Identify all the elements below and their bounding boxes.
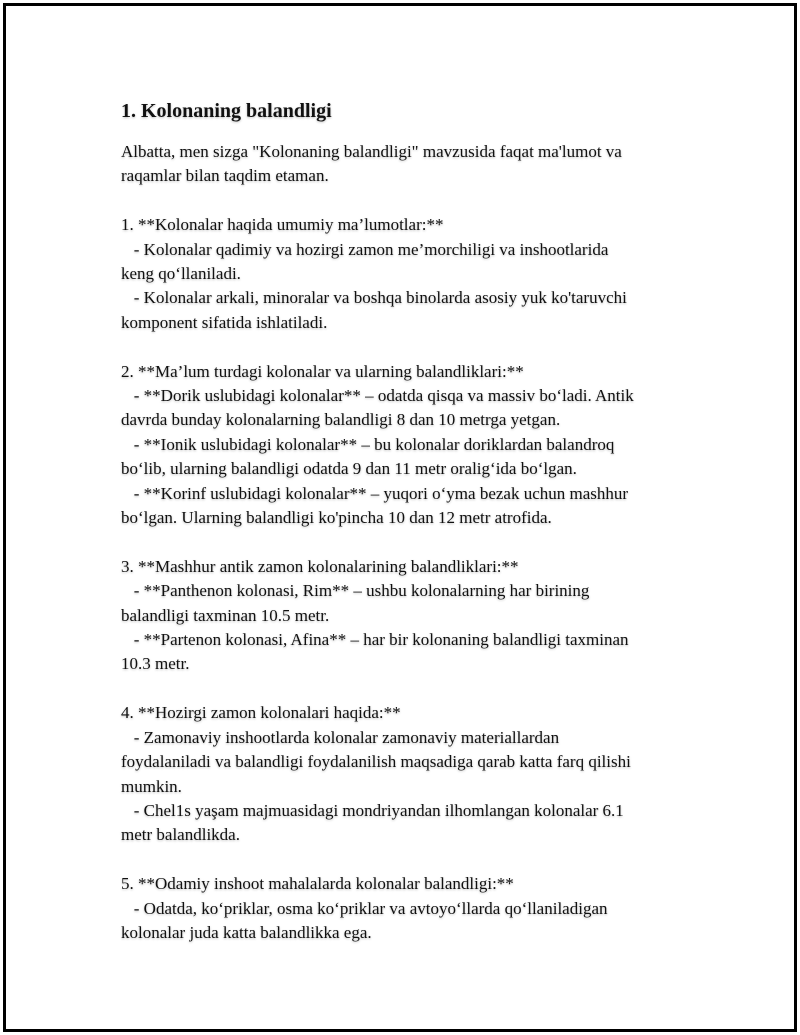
section-heading-line: 1. **Kolonalar haqida umumiy ma’lumotlar:** xyxy=(121,215,444,235)
text-line: - **Ionik uslubidagi kolonalar** – bu kolonalar doriklardan balandroq xyxy=(121,434,615,454)
section-3-famous-columns xyxy=(121,555,691,677)
text-line: Albatta, men sizga "Kolonaning balandligi" mavzusida faqat ma'lumot va xyxy=(121,142,622,161)
text-line: - Kolonalar qadimiy va hozirgi zamon me’morchiligi va inshootlarida xyxy=(121,239,609,259)
section-1-general-info xyxy=(121,213,691,335)
text-line: davrda bunday kolonalarning balandligi 8 dan 10 metrga yetgan. xyxy=(121,410,561,430)
section-heading-line: 2. **Ma’lum turdagi kolonalar va ularning balandliklari:** xyxy=(121,361,524,381)
text-line: - **Korinf uslubidagi kolonalar** – yuqori o‘yma bezak uchun mashhur xyxy=(121,483,629,503)
text-line: - **Partenon kolonasi, Afina** – har bir kolonaning balandligi taxminan xyxy=(121,630,629,650)
text-line: raqamlar bilan taqdim etaman. xyxy=(121,166,329,186)
text-line: metr balandlikda. xyxy=(121,825,240,845)
intro-paragraph xyxy=(121,140,691,189)
section-2-column-types xyxy=(121,360,691,531)
text-line: - Chel1s yaşam majmuasidagi mondriyandan ilhomlangan kolonalar 6.1 xyxy=(121,800,624,820)
section-heading-line: 4. **Hozirgi zamon kolonalari haqida:** xyxy=(121,703,401,723)
text-line: komponent sifatida ishlatiladi. xyxy=(121,312,328,332)
text-line: - **Panthenon kolonasi, Rim** – ushbu kolonalarning har birining xyxy=(121,581,590,601)
text-line: balandligi taxminan 10.5 metr. xyxy=(121,605,330,625)
text-line: - Kolonalar arkali, minoralar va boshqa binolarda asosiy yuk ko'taruvchi xyxy=(121,288,627,308)
text-line: kolonalar juda katta balandlikka ega. xyxy=(121,922,372,942)
section-heading-line: 3. **Mashhur antik zamon kolonalarining balandliklari:** xyxy=(121,556,519,576)
text-line: foydalaniladi va balandligi foydalanilish maqsadiga qarab katta farq qilishi xyxy=(121,752,631,772)
text-line: 10.3 metr. xyxy=(121,654,190,674)
section-4-modern-columns xyxy=(121,701,691,847)
text-line: keng qo‘llaniladi. xyxy=(121,264,241,284)
section-5-infrastructure-columns xyxy=(121,872,691,945)
document-body xyxy=(121,98,691,970)
document-page xyxy=(3,3,797,1032)
text-line: - **Dorik uslubidagi kolonalar** – odatda qisqa va massiv bo‘ladi. Antik xyxy=(121,386,634,406)
text-line: - Zamonaviy inshootlarda kolonalar zamonaviy materiallardan xyxy=(121,727,560,747)
document-title: 1. Kolonaning balandligi xyxy=(121,100,332,122)
text-line: bo‘lib, ularning balandligi odatda 9 dan 11 metr oralig‘ida bo‘lgan. xyxy=(121,459,577,479)
section-heading-line: 5. **Odamiy inshoot mahalalarda kolonalar balandligi:** xyxy=(121,874,514,894)
text-line: bo‘lgan. Ularning balandligi ko'pincha 10 dan 12 metr atrofida. xyxy=(121,508,552,528)
text-line: - Odatda, ko‘priklar, osma ko‘priklar va avtoyo‘llarda qo‘llaniladigan xyxy=(121,898,608,918)
text-line: mumkin. xyxy=(121,776,182,796)
